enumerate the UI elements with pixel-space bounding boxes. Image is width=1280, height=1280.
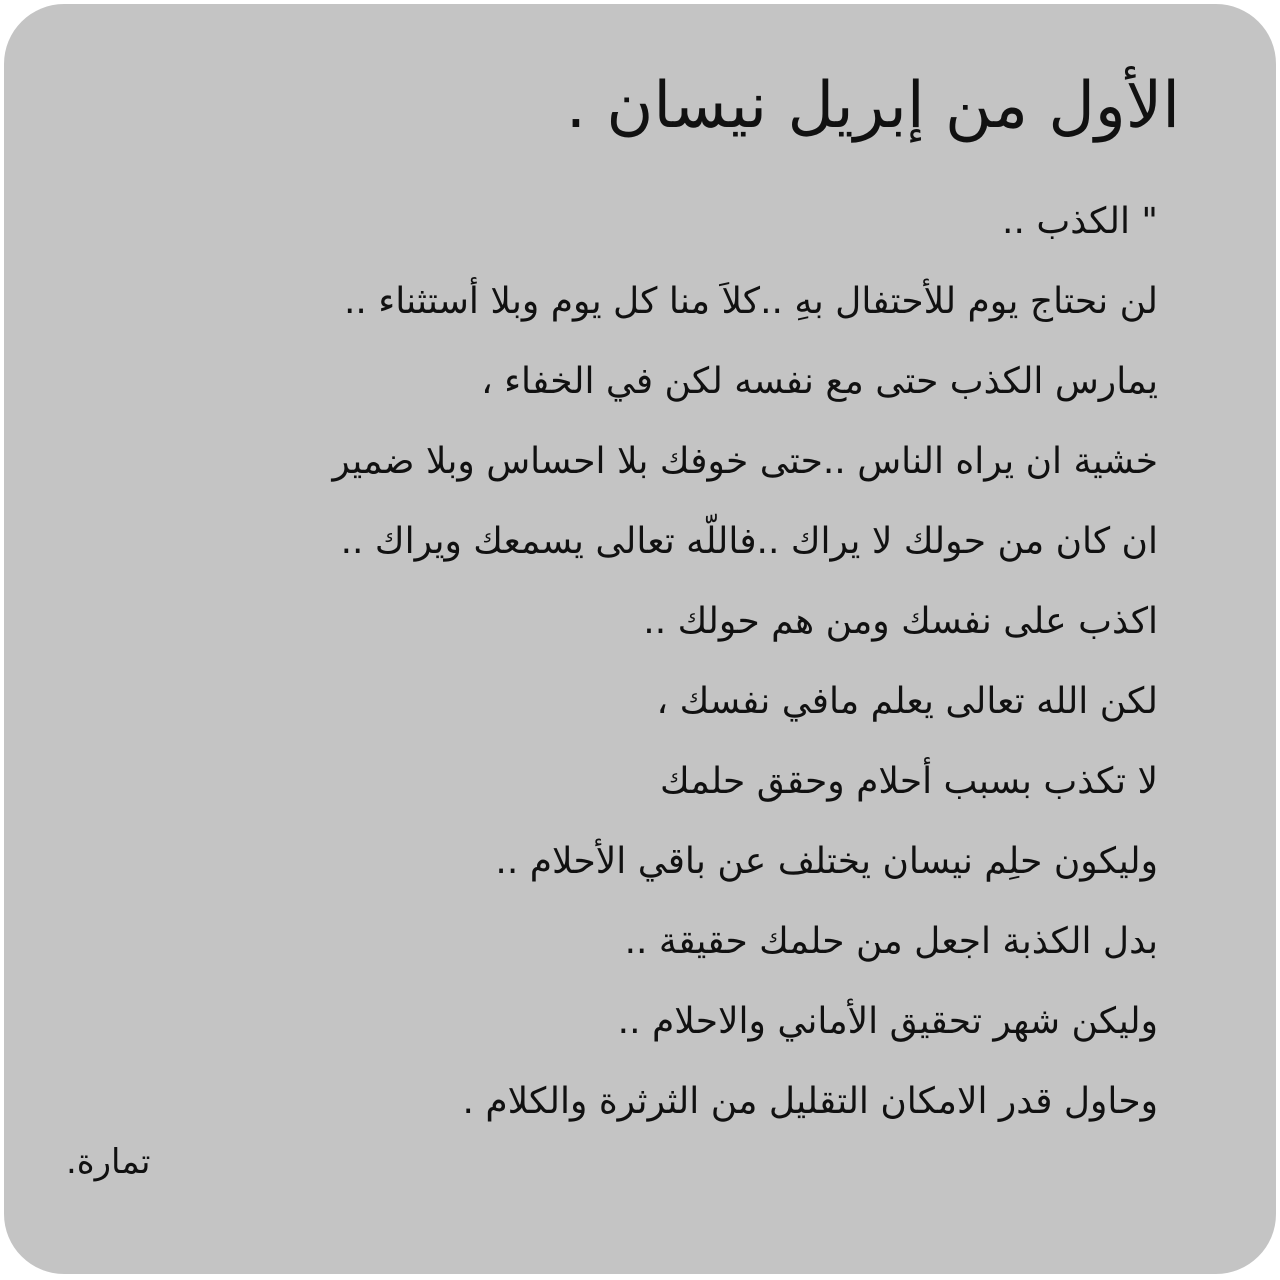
poem-body: [78, 182, 1158, 1142]
poem-line: ان كان من حولك لا يراك ..فاللّه تعالى يسمعك ويراك ..: [340, 521, 1158, 562]
page-title: الأول من إبريل نيسان .: [565, 69, 1180, 143]
poem-line: بدل الكذبة اجعل من حلمك حقيقة ..: [624, 921, 1158, 962]
quote-card: [4, 4, 1276, 1274]
poem-line: اكذب على نفسك ومن هم حولك ..: [643, 601, 1158, 642]
poem-line: لكن الله تعالى يعلم مافي نفسك ،: [656, 681, 1158, 722]
poem-line: لا تكذب بسبب أحلام وحقق حلمك: [659, 761, 1158, 802]
poem-line: وليكون حلِم نيسان يختلف عن باقي الأحلام ..: [495, 841, 1158, 882]
poem-line: لن نحتاج يوم للأحتفال بهِ ..كلاَ منا كل يوم وبلا أستثناء ..: [343, 281, 1158, 322]
poem-line: يمارس الكذب حتى مع نفسه لكن في الخفاء ،: [481, 361, 1158, 402]
poem-line: وحاول قدر الامكان التقليل من الثرثرة والكلام .: [462, 1081, 1158, 1122]
poem-line: وليكن شهر تحقيق الأماني والاحلام ..: [617, 1001, 1158, 1042]
author-signature: تمارة.: [66, 1142, 151, 1182]
poem-line: خشية ان يراه الناس ..حتى خوفك بلا احساس وبلا ضمير: [332, 441, 1158, 482]
poem-line: " الكذب ..: [1002, 201, 1158, 242]
